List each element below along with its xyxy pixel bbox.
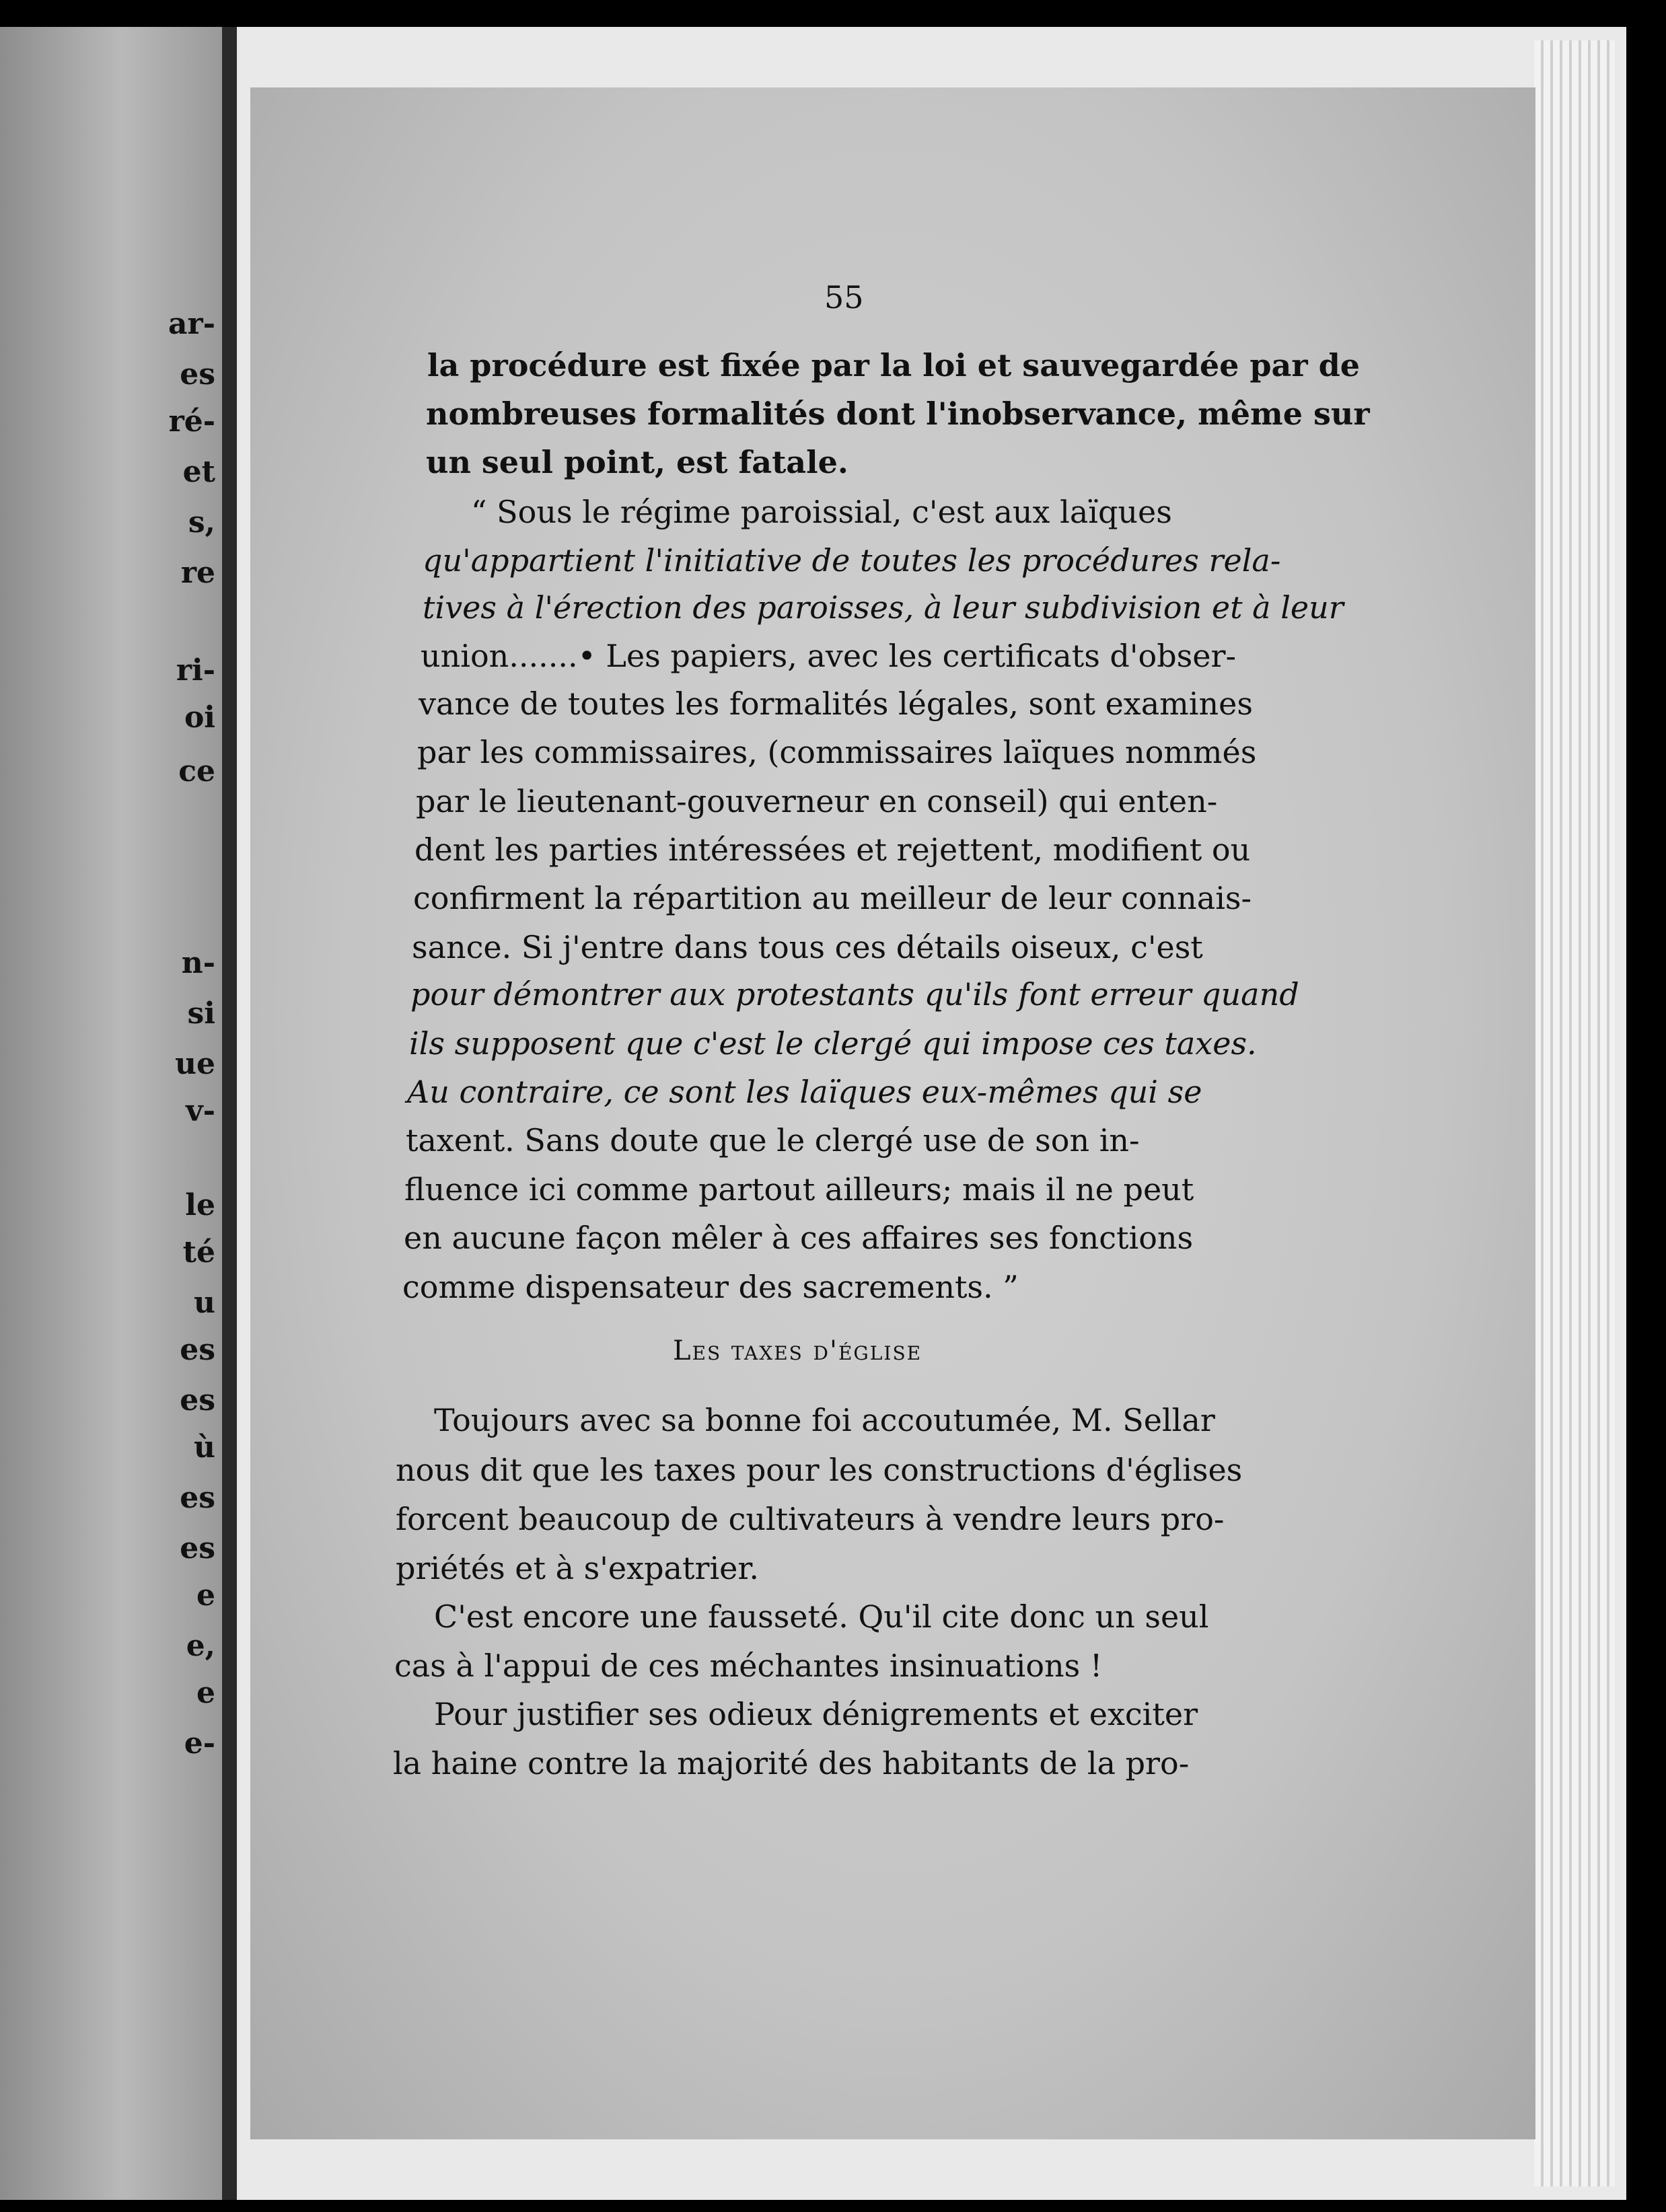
text-line: confirment la répartition au meilleur de leur connais-	[413, 880, 1252, 916]
text-line: taxent. Sans doute que le clergé use de son in-	[406, 1122, 1140, 1158]
text-line: tives à l'érection des paroisses, à leur subdivision et à leur	[423, 589, 1344, 626]
text-line: “ Sous le régime paroissial, c'est aux laïques	[471, 494, 1172, 530]
text-line: Toujours avec sa bonne foi accoutumée, M. Sellar	[434, 1402, 1215, 1438]
left-fragment: ue	[175, 1047, 215, 1081]
text-line: sance. Si j'entre dans tous ces détails oiseux, c'est	[412, 929, 1203, 965]
text-line: C'est encore une fausseté. Qu'il cite donc un seul	[434, 1598, 1209, 1635]
left-fragment: le	[185, 1188, 215, 1222]
text-line: union.......• Les papiers, avec les certificats d'obser-	[421, 638, 1237, 674]
text-line: Pour justifier ses odieux dénigrements et exciter	[434, 1696, 1198, 1732]
text-line: fluence ici comme partout ailleurs; mais il ne peut	[404, 1171, 1194, 1208]
page-edges	[1534, 40, 1615, 2186]
left-fragment: e,	[186, 1629, 215, 1663]
text-line: nous dit que les taxes pour les constructions d'églises	[396, 1452, 1243, 1488]
text-line: priétés et à s'expatrier.	[396, 1550, 759, 1586]
left-fragment: ù	[194, 1430, 215, 1465]
left-fragment: es	[180, 1481, 215, 1515]
left-fragment: es	[180, 1531, 215, 1565]
text-line: par le lieutenant-gouverneur en conseil) qui enten-	[416, 783, 1218, 819]
left-fragment: re	[180, 556, 215, 590]
left-fragment: es	[180, 1333, 215, 1367]
text-line: en aucune façon mêler à ces affaires ses fonctions	[404, 1220, 1194, 1256]
text-line: Au contraire, ce sont les laïques eux-mêmes qui se	[407, 1074, 1202, 1110]
page-gutter	[222, 27, 237, 2200]
text-line: qu'appartient l'initiative de toutes les procédures rela-	[423, 542, 1281, 579]
text-line: vance de toutes les formalités légales, sont examines	[419, 686, 1253, 722]
page-number: 55	[824, 279, 864, 316]
left-fragment: e-	[184, 1726, 215, 1761]
left-fragment: té	[182, 1235, 215, 1269]
left-fragment: s,	[188, 505, 215, 540]
text-line: pour démontrer aux protestants qu'ils font erreur quand	[410, 976, 1299, 1012]
text-line: ils supposent que c'est le clergé qui impose ces taxes.	[409, 1025, 1257, 1062]
previous-page-fragment	[0, 27, 222, 2200]
left-fragment: e	[196, 1578, 215, 1613]
section-heading: Les taxes d'église	[673, 1335, 922, 1366]
left-fragment: e	[196, 1676, 215, 1710]
left-fragment: ce	[178, 754, 215, 788]
left-fragment: oi	[184, 700, 215, 735]
text-line: cas à l'appui de ces méchantes insinuations !	[394, 1648, 1103, 1684]
left-fragment: ar-	[168, 307, 215, 341]
left-fragment: si	[187, 996, 215, 1031]
text-line: la procédure est fixée par la loi et sauvegardée par de	[427, 347, 1361, 383]
text-line: par les commissaires, (commissaires laïques nommés	[417, 734, 1257, 770]
text-line: la haine contre la majorité des habitants de la pro-	[393, 1745, 1190, 1781]
left-fragment: ré-	[168, 404, 215, 439]
text-line: dent les parties intéressées et rejettent, modifient ou	[414, 832, 1251, 868]
text-line: comme dispensateur des sacrements. ”	[402, 1269, 1019, 1305]
left-fragment: es	[180, 357, 215, 392]
left-fragment: u	[194, 1286, 215, 1320]
text-line: forcent beaucoup de cultivateurs à vendre leurs pro-	[396, 1501, 1225, 1537]
text-line: nombreuses formalités dont l'inobservance, même sur	[426, 396, 1370, 432]
left-fragment: n-	[181, 946, 215, 980]
left-fragment: es	[180, 1383, 215, 1417]
left-fragment: et	[182, 455, 215, 489]
left-fragment: v-	[186, 1094, 215, 1128]
left-fragment: ri-	[176, 653, 215, 688]
text-line: un seul point, est fatale.	[426, 444, 848, 480]
